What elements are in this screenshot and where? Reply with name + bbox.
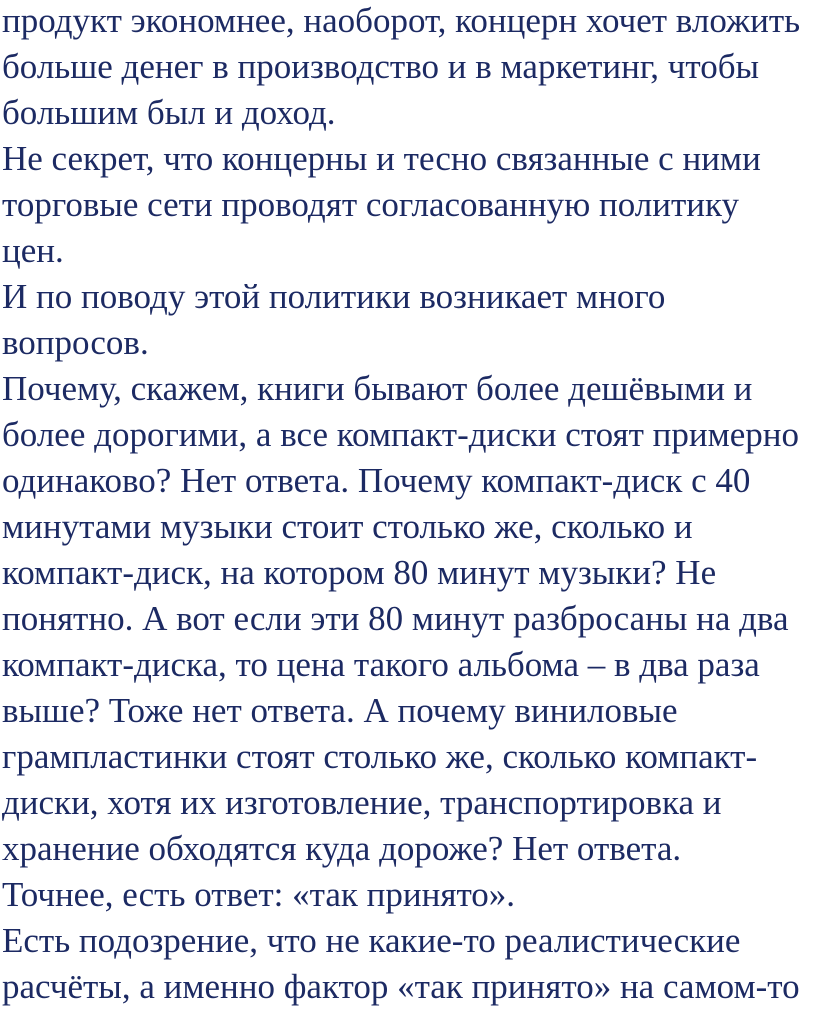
text-line: больше денег в производство и в маркетинг, чтобы <box>2 47 760 86</box>
text-line: одинаково? Нет ответа. Почему компакт-диск с 40 <box>2 461 751 500</box>
text-line: минутами музыки стоит столько же, сколько и <box>2 507 693 546</box>
text-line: понятно. А вот если эти 80 минут разбросаны на два <box>2 599 789 638</box>
text-line: продукт экономнее, наоборот, концерн хочет вложить <box>2 1 801 40</box>
text-line: большим был и доход. <box>2 93 336 132</box>
text-line: компакт-диска, то цена такого альбома – в два раза <box>2 645 760 684</box>
text-line: диски, хотя их изготовление, транспортировка и <box>2 783 722 822</box>
text-line: компакт-диск, на котором 80 минут музыки? Не <box>2 553 717 592</box>
text-line: грампластинки стоят столько же, сколько компакт- <box>2 737 758 776</box>
text-line: цен. <box>2 231 64 270</box>
text-line: хранение обходятся куда дороже? Нет ответа. <box>2 829 682 868</box>
text-line: торговые сети проводят согласованную политику <box>2 185 739 224</box>
text-line: Есть подозрение, что не какие-то реалистические <box>2 921 741 960</box>
text-line: Не секрет, что концерны и тесно связанные с ними <box>2 139 761 178</box>
text-line: выше? Тоже нет ответа. А почему виниловые <box>2 691 678 730</box>
text-line: расчёты, а именно фактор «так принято» на самом-то <box>2 967 800 1006</box>
text-line: вопросов. <box>2 323 149 362</box>
text-line: Почему, скажем, книги бывают более дешёвыми и <box>2 369 753 408</box>
text-line: Точнее, есть ответ: «так принято». <box>2 875 516 914</box>
text-line: И по поводу этой политики возникает много <box>2 277 666 316</box>
text-line: более дорогими, а все компакт-диски стоят примерно <box>2 415 800 454</box>
